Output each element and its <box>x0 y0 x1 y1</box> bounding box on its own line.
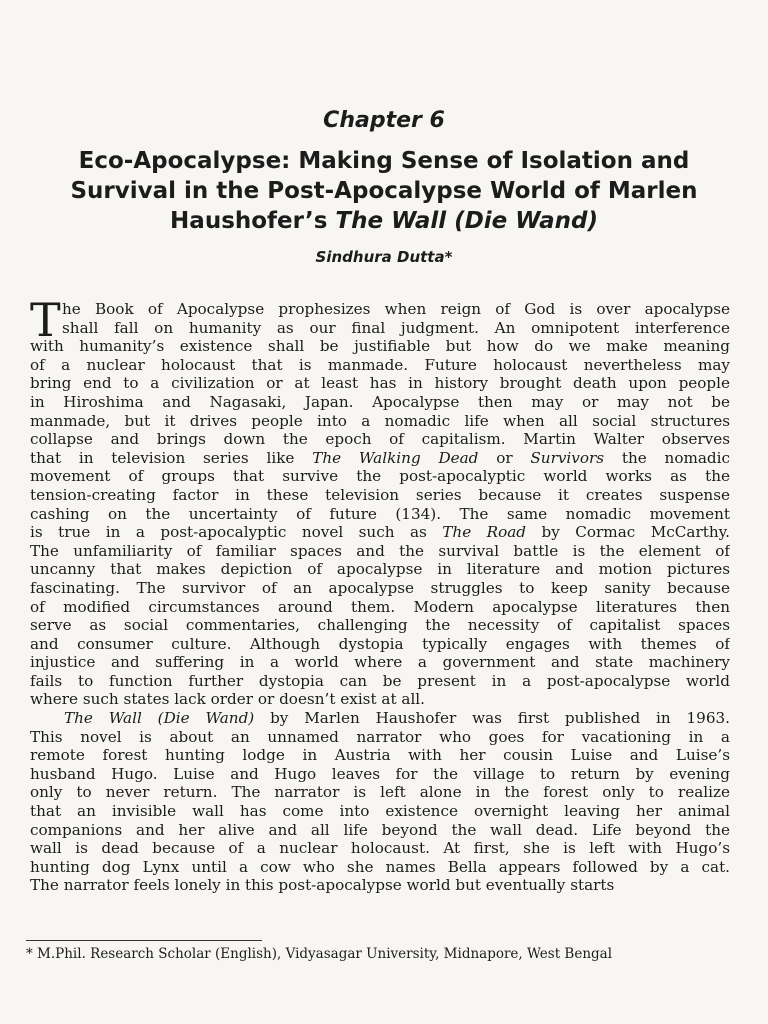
text-line: and consumer culture. Although dystopia typically engages with themes of <box>30 634 730 653</box>
text-line: uncanny that makes depiction of apocalypse in literature and motion pictures <box>30 560 730 579</box>
chapter-title <box>40 146 728 236</box>
text-line: hunting dog Lynx until a cow who she names Bella appears followed by a cat. <box>30 857 730 876</box>
text-line: remote forest hunting lodge in Austria with her cousin Luise and Luise’s <box>30 746 730 765</box>
body-text <box>30 293 730 895</box>
text-line: serve as social commentaries, challenging the necessity of capitalist spaces <box>30 616 730 635</box>
text-line: fails to function further dystopia can be present in a post-apocalypse world <box>30 671 730 690</box>
paragraph-2 <box>30 709 730 895</box>
text-line: This novel is about an unnamed narrator who goes for vacationing in a <box>30 727 730 746</box>
text-line: companions and her alive and all life beyond the wall dead. Life beyond the <box>30 820 730 839</box>
text-line: tension-creating factor in these television series because it creates suspense <box>30 485 730 504</box>
text-line: bring end to a civilization or at least has in history brought death upon people <box>30 374 730 393</box>
text-line: where such states lack order or doesn’t exist at all. <box>30 690 425 709</box>
text-line: The narrator feels lonely in this post-apocalypse world but eventually starts <box>30 876 615 895</box>
text-line: is true in a post-apocalyptic novel such as The Road by Cormac McCarthy. <box>30 523 730 542</box>
title-line: Haushofer’s The Wall (Die Wand) <box>170 208 598 234</box>
text-line: injustice and suffering in a world where a government and state machinery <box>30 653 730 672</box>
text-line: of a nuclear holocaust that is manmade. Future holocaust nevertheless may <box>30 355 730 374</box>
text-line: in Hiroshima and Nagasaki, Japan. Apocalypse then may or may not be <box>30 392 730 411</box>
text-line: that in television series like The Walking Dead or Survivors the nomadic <box>30 448 730 467</box>
paragraph-1 <box>30 293 730 709</box>
text-line: collapse and brings down the epoch of capitalism. Martin Walter observes <box>30 430 730 449</box>
text-line: cashing on the uncertainty of future (134). The same nomadic movement <box>30 504 730 523</box>
title-line: Eco-Apocalypse: Making Sense of Isolation and <box>78 148 690 174</box>
drop-cap: T <box>30 293 61 347</box>
text-line: manmade, but it drives people into a nomadic life when all social structures <box>30 411 730 430</box>
text-line: The Wall (Die Wand) by Marlen Haushofer was first published in 1963. <box>64 709 730 728</box>
text-line: shall fall on humanity as our final judgment. An omnipotent interference <box>62 318 730 337</box>
chapter-heading: Chapter 6 <box>323 108 445 133</box>
title-line: Survival in the Post-Apocalypse World of Marlen <box>70 178 698 204</box>
text-line: movement of groups that survive the post-apocalyptic world works as the <box>30 467 730 486</box>
author-name: Sindhura Dutta* <box>315 248 453 266</box>
text-line: wall is dead because of a nuclear holocaust. At first, she is left with Hugo’s <box>30 839 730 858</box>
text-line: with humanity’s existence shall be justifiable but how do we make meaning <box>30 337 730 356</box>
text-line: of modified circumstances around them. Modern apocalypse literatures then <box>30 597 730 616</box>
text-line: he Book of Apocalypse prophesizes when reign of God is over apocalypse <box>62 300 730 318</box>
footnote: * M.Phil. Research Scholar (English), Vidyasagar University, Midnapore, West Bengal <box>26 946 613 962</box>
text-line: The unfamiliarity of familiar spaces and the survival battle is the element of <box>30 541 730 560</box>
text-line: that an invisible wall has come into existence overnight leaving her animal <box>30 802 730 821</box>
footnote-rule <box>26 940 262 941</box>
text-line: husband Hugo. Luise and Hugo leaves for the village to return by evening <box>30 764 730 783</box>
text-line: fascinating. The survivor of an apocalypse struggles to keep sanity because <box>30 578 730 597</box>
text-line: only to never return. The narrator is left alone in the forest only to realize <box>30 783 730 802</box>
